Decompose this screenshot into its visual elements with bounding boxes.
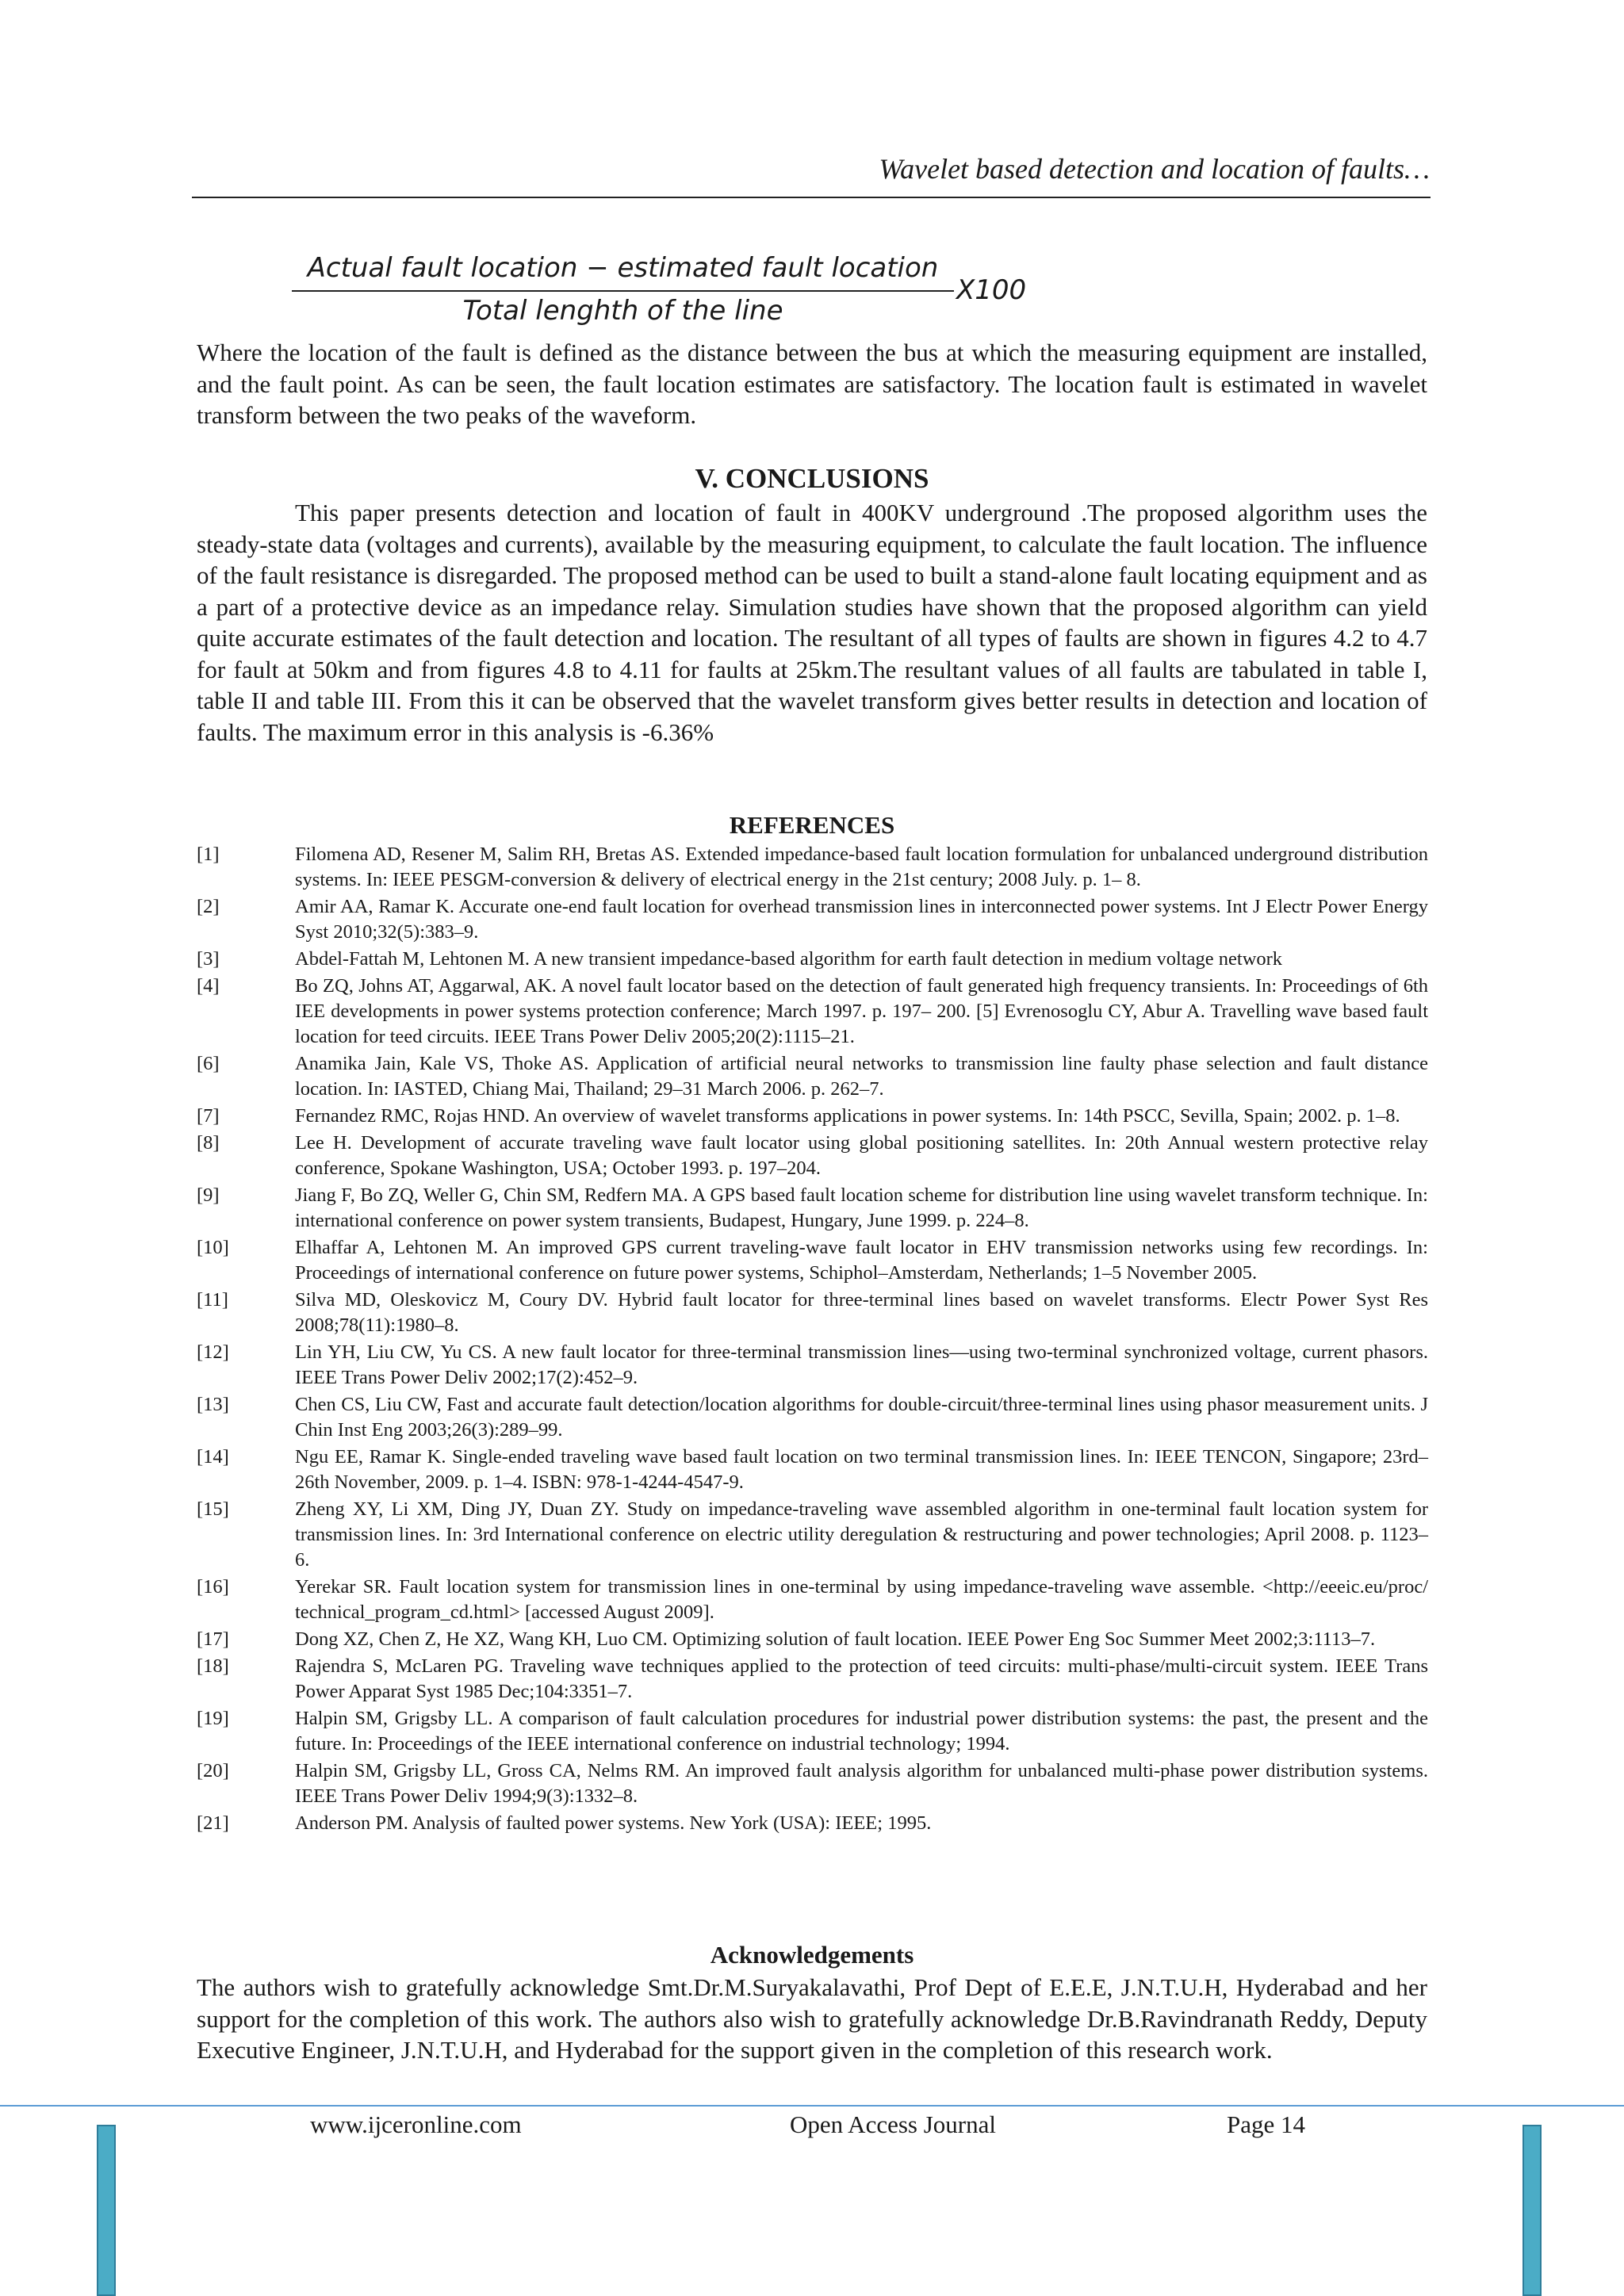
reference-text: Anderson PM. Analysis of faulted power systems. New York (USA): IEEE; 1995.: [295, 1812, 932, 1834]
footer-rule: [0, 2105, 1624, 2107]
reference-number: [2]: [197, 896, 220, 917]
formula-multiplier: X100: [956, 274, 1027, 306]
reference-text: Abdel-Fattah M, Lehtonen M. A new transient impedance-based algorithm for earth fault detection in medium voltage network: [295, 948, 1283, 970]
reference-text: Lee H. Development of accurate traveling wave fault locator using global positioning satellites. In: 20th Annual western protective relay conference, Spokane Washington, USA; October 1993. p. 197–204.: [295, 1132, 1428, 1179]
reference-item: [197, 1706, 1428, 1757]
footer-decor-bar-right: [1522, 2125, 1542, 2296]
reference-text: Dong XZ, Chen Z, He XZ, Wang KH, Luo CM. Optimizing solution of fault location. IEEE Power Eng Soc Summer Meet 2002;3:1113–7.: [295, 1628, 1376, 1650]
reference-text: Yerekar SR. Fault location system for transmission lines in one-terminal by using impedance-traveling wave assemble. <http://eeeic.eu/proc/ technical_program_cd.html> [accessed August 2009].: [295, 1576, 1428, 1623]
references-heading: REFERENCES: [729, 811, 895, 839]
reference-text: Filomena AD, Resener M, Salim RH, Bretas AS. Extended impedance-based fault location formulation for unbalanced underground distribution systems. In: IEEE PESGM-conversion & delivery of electrical energy in the 21st century; 2008 July. p. 1– 8.: [295, 844, 1428, 890]
acknowledgements-paragraph: The authors wish to gratefully acknowledge Smt.Dr.M.Suryakalavathi, Prof Dept of E.E.E, J.N.T.U.H, Hyderabad and her support for the completion of this work. The authors also wish to gratefully acknowledge Dr.B.Ravindranath Reddy, Deputy Executive Engineer, J.N.T.U.H, and Hyderabad for the support given in the completion of this research work.: [197, 1973, 1427, 2064]
reference-item: [197, 1340, 1428, 1391]
formula-numerator: Actual fault location − estimated fault location: [307, 252, 939, 284]
reference-number: [21]: [197, 1812, 229, 1834]
reference-item: [197, 1235, 1428, 1286]
reference-item: [197, 1497, 1428, 1573]
footer-decor-bar-left: [97, 2125, 116, 2296]
reference-text: Lin YH, Liu CW, Yu CS. A new fault locator for three-terminal transmission lines—using two-terminal synchronized voltage, current phasors. IEEE Trans Power Deliv 2002;17(2):452–9.: [295, 1341, 1428, 1388]
reference-text: Fernandez RMC, Rojas HND. An overview of wavelet transforms applications in power systems. In: 14th PSCC, Sevilla, Spain; 2002. p. 1–8.: [295, 1105, 1400, 1127]
reference-number: [11]: [197, 1289, 228, 1311]
reference-item: [197, 1627, 1428, 1652]
reference-number: [15]: [197, 1498, 229, 1520]
intro-paragraph: Where the location of the fault is defined as the distance between the bus at which the measuring equipment are installed, and the fault point. As can be seen, the fault location estimates are satisfactory. The location fault is estimated in wavelet transform between the two peaks of the waveform.: [197, 339, 1427, 429]
reference-text: Ngu EE, Ramar K. Single-ended traveling wave based fault location on two terminal transmission lines. In: IEEE TENCON, Singapore; 23rd–26th November, 2009. p. 1–4. ISBN: 978-1-4244-4547-9.: [295, 1446, 1428, 1493]
reference-text: Halpin SM, Grigsby LL, Gross CA, Nelms RM. An improved fault analysis algorithm for unbalanced multi-phase power distribution systems. IEEE Trans Power Deliv 1994;9(3):1332–8.: [295, 1760, 1428, 1807]
reference-item: [197, 1392, 1428, 1443]
footer-website: www.ijceronline.com: [310, 2110, 522, 2138]
reference-text: Zheng XY, Li XM, Ding JY, Duan ZY. Study on impedance-traveling wave assembled algorithm in one-terminal fault location system for transmission lines. In: 3rd International conference on electric utility deregulation & restructuring and power technologies; April 2008. p. 1123–6.: [295, 1498, 1428, 1571]
reference-number: [6]: [197, 1053, 220, 1074]
reference-number: [4]: [197, 975, 220, 997]
reference-text: Bo ZQ, Johns AT, Aggarwal, AK. A novel fault locator based on the detection of fault generated high frequency transients. In: Proceedings of 6th IEE developments in power systems protection conference; March 1997. p. 197– 200. [5] Evrenosoglu CY, Abur A. Travelling wave based fault location for teed circuits. IEEE Trans Power Deliv 2005;20(2):1115–21.: [295, 975, 1428, 1047]
reference-item: [197, 1104, 1428, 1129]
reference-item: [197, 1445, 1428, 1495]
reference-number: [20]: [197, 1760, 229, 1781]
reference-item: [197, 1051, 1428, 1102]
reference-item: [197, 1758, 1428, 1809]
reference-number: [18]: [197, 1655, 229, 1677]
reference-number: [7]: [197, 1105, 220, 1127]
reference-item: [197, 842, 1428, 893]
reference-number: [14]: [197, 1446, 229, 1468]
header-rule: [192, 197, 1431, 198]
reference-text: Amir AA, Ramar K. Accurate one-end fault location for overhead transmission lines in interconnected power systems. Int J Electr Power Energy Syst 2010;32(5):383–9.: [295, 896, 1428, 943]
reference-number: [9]: [197, 1184, 220, 1206]
reference-item: [197, 1654, 1428, 1705]
reference-number: [3]: [197, 948, 220, 970]
reference-text: Rajendra S, McLaren PG. Traveling wave techniques applied to the protection of teed circuits: multi-phase/multi-circuit system. IEEE Trans Power Apparat Syst 1985 Dec;104:3351–7.: [295, 1655, 1428, 1702]
reference-item: [197, 947, 1428, 972]
reference-number: [17]: [197, 1628, 229, 1650]
fraction-bar: [292, 290, 954, 292]
reference-text: Silva MD, Oleskovicz M, Coury DV. Hybrid fault locator for three-terminal lines based on wavelet transforms. Electr Power Syst Res 2008;78(11):1980–8.: [295, 1289, 1428, 1336]
reference-item: [197, 1575, 1428, 1625]
reference-text: Chen CS, Liu CW, Fast and accurate fault detection/location algorithms for double-circuit/three-terminal lines using phasor measurement units. J Chin Inst Eng 2003;26(3):289–99.: [295, 1394, 1428, 1441]
reference-item: [197, 894, 1428, 945]
error-formula: [292, 252, 1044, 331]
reference-item: [197, 1183, 1428, 1234]
reference-text: Halpin SM, Grigsby LL. A comparison of fault calculation procedures for industrial power distribution systems: the past, the present and the future. In: Proceedings of the IEEE international conference on industrial technology; 1994.: [295, 1708, 1428, 1755]
acknowledgements-heading: Acknowledgements: [710, 1941, 914, 1969]
reference-number: [12]: [197, 1341, 229, 1363]
conclusions-paragraph: This paper presents detection and location of fault in 400KV underground .The proposed algorithm uses the steady-state data (voltages and currents), available by the measuring equipment, to calculate the fault location. The influence of the fault resistance is disregarded. The proposed method can be used to built a stand-alone fault locating equipment and as a part of a protective device as an impedance relay. Simulation studies have shown that the proposed algorithm can yield quite accurate estimates of the fault detection and location. The resultant of all types of faults are shown in figures 4.2 to 4.7 for fault at 50km and from figures 4.8 to 4.11 for faults at 25km.The resultant values of all faults are tabulated in table I, table II and table III. From this it can be observed that the wavelet transform gives better results in detection and location of faults. The maximum error in this analysis is -6.36%: [197, 499, 1427, 746]
reference-item: [197, 974, 1428, 1050]
formula-denominator: Total lenghth of the line: [462, 295, 783, 327]
reference-number: [19]: [197, 1708, 229, 1729]
reference-number: [10]: [197, 1237, 229, 1258]
footer-page-number: Page 14: [1227, 2110, 1306, 2138]
references-list: [197, 842, 1428, 1838]
reference-number: [8]: [197, 1132, 220, 1154]
reference-text: Anamika Jain, Kale VS, Thoke AS. Application of artificial neural networks to transmission line faulty phase selection and fault distance location. In: IASTED, Chiang Mai, Thailand; 29–31 March 2006. p. 262–7.: [295, 1053, 1428, 1100]
reference-item: [197, 1288, 1428, 1338]
reference-number: [13]: [197, 1394, 229, 1415]
footer-journal: Open Access Journal: [790, 2110, 996, 2138]
reference-item: [197, 1131, 1428, 1181]
reference-text: Elhaffar A, Lehtonen M. An improved GPS current traveling-wave fault locator in EHV transmission networks using few recordings. In: Proceedings of international conference on future power systems, Schiphol–Amsterdam, Netherlands; 1–5 November 2005.: [295, 1237, 1428, 1284]
conclusions-heading: V. CONCLUSIONS: [695, 463, 929, 494]
reference-number: [1]: [197, 844, 220, 865]
reference-number: [16]: [197, 1576, 229, 1598]
reference-item: [197, 1811, 1428, 1836]
running-header: Wavelet based detection and location of faults…: [879, 153, 1430, 185]
reference-text: Jiang F, Bo ZQ, Weller G, Chin SM, Redfern MA. A GPS based fault location scheme for distribution line using wavelet transform technique. In: international conference on power system transients, Budapest, Hungary, June 1999. p. 224–8.: [295, 1184, 1428, 1231]
